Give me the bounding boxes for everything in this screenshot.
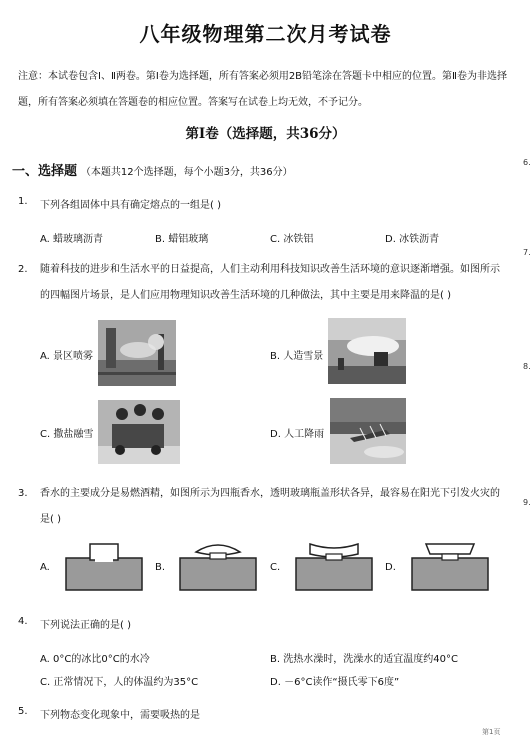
option-text: 蜡玻璃沥青 [53, 234, 104, 245]
question-stem: 下列说法正确的是( ) [40, 620, 131, 631]
option-text: 冰铁沥青 [399, 234, 440, 245]
option-label: C. [270, 234, 281, 245]
part-title: 第Ⅰ卷（选择题，共36分） [185, 126, 346, 142]
option-label: B. [270, 654, 281, 665]
option-d[interactable] [385, 562, 396, 573]
option-text: 景区喷雾 [53, 351, 94, 362]
margin-number: 8. [523, 362, 531, 371]
option-text: 人造雪景 [283, 351, 324, 362]
perfume-bottle-flat-cap [62, 540, 146, 592]
option-d[interactable] [385, 230, 439, 245]
question-number: 2. [18, 264, 28, 275]
option-a[interactable] [40, 562, 50, 573]
option-text: －6°C读作“摄氏零下6度” [284, 677, 400, 688]
question-number: 5. [18, 706, 28, 717]
section-note: （本题共12个选择题，每个小题3分，共36分） [80, 167, 293, 178]
question-stem: 下列各组固体中具有确定熔点的一组是( ) [40, 200, 221, 211]
option-label: D. [385, 234, 396, 245]
option-a[interactable] [40, 230, 103, 245]
option-label: D. [385, 562, 396, 573]
perfume-bottle-concave-cap [292, 538, 376, 592]
option-label: A. [40, 234, 50, 245]
option-d[interactable] [270, 673, 399, 688]
option-c[interactable] [40, 425, 93, 440]
margin-number: 7. [523, 248, 531, 257]
option-text: 冰铁铝 [283, 234, 314, 245]
spray-scene-photo [98, 320, 176, 386]
option-b[interactable] [155, 230, 208, 245]
question-number: 3. [18, 488, 28, 499]
artificial-snow-photo [328, 318, 406, 384]
salt-snow-photo [98, 400, 180, 464]
margin-number: 9. [523, 498, 531, 507]
option-b[interactable] [155, 562, 165, 573]
question-stem: 香水的主要成分是易燃酒精，如图所示为四瓶香水，透明玻璃瓶盖形状各异，最容易在阳光下引发火灾的是( ) [40, 488, 500, 525]
option-a[interactable] [40, 650, 150, 665]
option-label: C. [40, 429, 51, 440]
question-number: 4. [18, 616, 28, 627]
option-label: D. [270, 429, 281, 440]
option-text: 蜡铝玻璃 [168, 234, 209, 245]
option-d[interactable] [270, 425, 324, 440]
option-label: A. [40, 562, 50, 573]
question-stem: 下列物态变化现象中，需要吸热的是 [40, 710, 200, 721]
option-text: 0°C的冰比0°C的水冷 [53, 654, 150, 665]
perfume-bottle-angled-cap [408, 538, 492, 592]
option-label: B. [270, 351, 281, 362]
option-text: 正常情况下，人的体温约为35°C [53, 677, 199, 688]
option-text: 撒盐融雪 [53, 429, 94, 440]
option-text: 洗热水澡时，洗澡水的适宜温度约40°C [283, 654, 458, 665]
exam-notice: 注意：本试卷包含Ⅰ、Ⅱ两卷。第Ⅰ卷为选择题，所有答案必须用2B铅笔涂在答题卡中相应的位置。第Ⅱ卷为非选择题，所有答案必须填在答题卷的相应位置。答案写在试卷上均无效，不予记分。 [18, 71, 507, 108]
exam-title: 八年级物理第二次月考试卷 [139, 22, 392, 46]
option-label: B. [155, 562, 166, 573]
option-label: C. [270, 562, 281, 573]
question-number: 1. [18, 196, 28, 207]
section-title: 一、选择题 [12, 164, 78, 179]
question-stem: 随着科技的进步和生活水平的日益提高，人们主动利用科技知识改善生活环境的意识逐渐增强。如图所示的四幅图片场景，是人们应用物理知识改善生活环境的几种做法，其中主要是用来降温的是( ) [40, 264, 500, 301]
option-c[interactable] [40, 673, 198, 688]
option-label: A. [40, 351, 50, 362]
option-b[interactable] [270, 347, 323, 362]
option-c[interactable] [270, 230, 313, 245]
option-a[interactable] [40, 347, 93, 362]
option-label: B. [155, 234, 166, 245]
section-heading [12, 160, 293, 179]
option-c[interactable] [270, 562, 280, 573]
option-text: 人工降雨 [284, 429, 325, 440]
margin-number: 6. [523, 158, 531, 167]
option-label: A. [40, 654, 50, 665]
page-footer: 第1页 [482, 728, 501, 736]
option-label: C. [40, 677, 51, 688]
option-label: D. [270, 677, 281, 688]
artificial-rain-photo [330, 398, 406, 464]
perfume-bottle-convex-cap [176, 538, 260, 592]
option-b[interactable] [270, 650, 458, 665]
